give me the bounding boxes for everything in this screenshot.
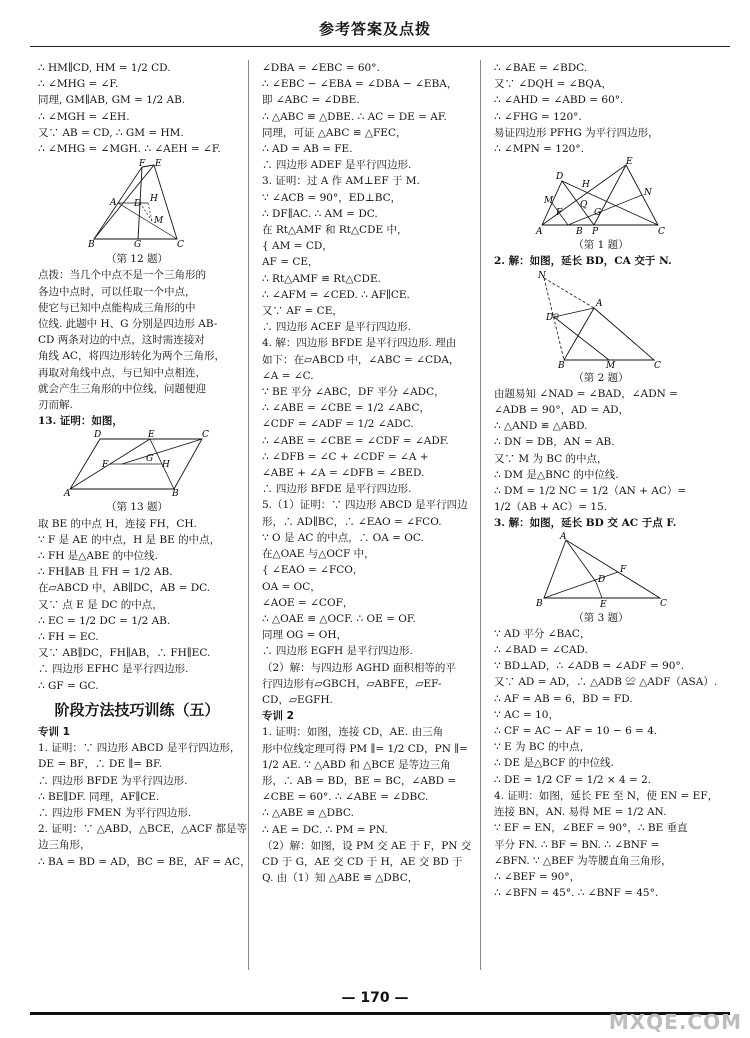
answer-line: ∴ 四边形 FMEN 为平行四边形. (38, 806, 192, 819)
svg-text:A: A (596, 298, 603, 309)
answer-line: ∴ △AND ≌ △ABD. (494, 420, 588, 433)
answer-line: 1/2（AB + AC）= 15. (494, 501, 608, 514)
answer-line: 行四边形有▱GBCH，▱ABFE，▱EF- (262, 677, 442, 690)
answer-line: ∵ O 是 AC 的中点，∴ OA = OC. (262, 531, 424, 544)
svg-text:G: G (594, 208, 602, 219)
answer-line: 边三角形， (38, 839, 91, 852)
answer-line: ∴ ∠AFM = ∠CED. ∴ AF∥CE. (262, 288, 410, 301)
answer-line: ∴ DM = 1/2 NC = 1/2（AN + AC）= (494, 485, 687, 498)
answer-line: 又∵ M 为 BC 的中点， (494, 452, 608, 465)
answer-line: ∠A = ∠C. (262, 369, 314, 382)
svg-text:D: D (556, 172, 564, 183)
figure-3 (536, 531, 667, 610)
answer-line: Q. 由（1）知 △ABE ≌ △DBC， (262, 872, 419, 885)
answer-line: ∠AOE = ∠COF， (262, 596, 354, 609)
answer-line: OA = OC， (262, 580, 321, 593)
question-2: 2. 解：如图，延长 BD，CA 交于 N. (494, 255, 672, 268)
answer-line: CD 于 G，AE 交 CD 于 H，AE 交 BD 于 (262, 855, 463, 868)
answer-line: ∵ BE 平分 ∠ABC，DF 平分 ∠ADC， (262, 386, 445, 399)
column-divider (248, 60, 249, 970)
svg-text:F: F (620, 564, 627, 575)
svg-text:A: A (560, 531, 567, 542)
svg-text:G: G (146, 454, 154, 465)
answer-line: ∴ ∠BEF = 90°， (494, 870, 581, 883)
answer-line: 1. 证明：∵ 四边形 ABCD 是平行四边形， (38, 742, 241, 755)
svg-text:B: B (576, 227, 583, 238)
header-rule (30, 46, 730, 47)
answer-line: 3. 证明：过 A 作 AM⊥EF 于 M. (262, 175, 420, 188)
answer-line: ∴ ∠AHD = ∠ABD = 60°. (494, 94, 624, 107)
figure-2 (536, 270, 666, 371)
svg-text:C: C (658, 227, 665, 238)
answer-line: ∴ BA = BD = AD，BC = BE，AF = AC， (38, 855, 251, 868)
answer-line: 同理, GM∥AB, GM = 1/2 AB. (38, 94, 186, 107)
answer-line: ∠DBA = ∠EBC = 60°. (262, 62, 380, 74)
answer-line: ∴ △ABC ≌ △DBE. ∴ AC = DE = AF. (262, 110, 447, 123)
column-2 (262, 60, 472, 886)
answer-line: ∵ AD 平分 ∠BAC， (494, 627, 591, 640)
answer-line: ∵ ∠ACB = 90°，ED⊥BC， (262, 191, 402, 204)
figure-caption: （第 1 题） (573, 239, 629, 252)
answer-line: 4. 解：四边形 BFDE 是平行四边形. 理由 (262, 337, 457, 350)
svg-text:E: E (148, 430, 155, 441)
answer-line: ∵ F 是 AE 的中点，H 是 BE 的中点， (38, 533, 221, 546)
answer-line: ∴ DE 是△BCF 的中位线. (494, 757, 614, 770)
svg-text:Q: Q (580, 200, 588, 211)
answer-line: ∴ ∠BAE = ∠BDC. (494, 62, 588, 74)
svg-text:B: B (558, 360, 565, 371)
figure-13 (62, 430, 212, 500)
answer-line: ∴ DM 是△BNC 的中位线. (494, 468, 619, 481)
svg-text:M: M (606, 360, 616, 371)
answer-line: ∴ ∠ABE = ∠CBE = ∠CDF = ∠ADF. (262, 434, 449, 447)
answer-line: ∵ EF = EN，∠BEF = 90°，∴ BE 垂直 (494, 822, 688, 835)
answer-line: ∴ 四边形 ACEF 是平行四边形. (262, 321, 411, 334)
answer-line: ∴ GF = GC. (38, 679, 99, 692)
answer-line: 在▱ABCD 中，AB∥DC，AB = DC. (38, 582, 211, 595)
column-3 (494, 60, 719, 901)
answer-line: ∴ ∠DFB = ∠C + ∠CDF = ∠A + (262, 450, 429, 463)
answer-line: 同理，可证 △ABC ≌ △FEC， (262, 126, 407, 139)
watermark: MXQE.COM (608, 1010, 742, 1034)
answer-line: ∴ △OAE ≌ △OCF. ∴ OE = OF. (262, 612, 416, 625)
svg-text:N: N (538, 270, 546, 281)
svg-text:A: A (110, 198, 117, 209)
answer-line: ∴ HM∥CD, HM = 1/2 CD. (38, 62, 171, 74)
answer-line: ∴ Rt△AMF ≌ Rt△CDE. (262, 272, 381, 285)
tip-line: 点拨：当几个中点不是一个三角形的 (38, 269, 206, 282)
answer-line: ∴ ∠BAD = ∠CAD. (494, 644, 588, 657)
svg-text:G: G (134, 240, 142, 251)
answer-line: 形，∴ AD∥BC，∴ ∠EAO = ∠FCO. (262, 515, 442, 528)
figure-caption: （第 13 题） (105, 501, 169, 514)
answer-line: 4. 证明：如图，延长 FE 至 N，使 EN = EF， (494, 789, 719, 802)
answer-line: 在△OAE 与△OCF 中， (262, 548, 375, 561)
svg-text:H: H (582, 180, 590, 191)
answer-line: ∵ E 为 BC 的中点， (494, 741, 591, 754)
figure-1 (536, 157, 666, 238)
answer-line: 5.（1）证明：∵ 四边形 ABCD 是平行四边 (262, 499, 468, 512)
answer-line: ∴ ∠ABE = ∠CBE = 1/2 ∠ABC， (262, 402, 430, 415)
answer-line: ∠CDF = ∠ADF = 1/2 ∠ADC. (262, 418, 414, 431)
tip-line: CD 两条对边的中点，这时需连接对 (38, 334, 205, 347)
column-divider (480, 60, 481, 970)
answer-line: ∴ 四边形 EGFH 是平行四边形. (262, 645, 413, 658)
answer-line: 又∵ AF = CE， (262, 305, 343, 318)
question-13: 13. 证明：如图， (38, 415, 123, 428)
answer-line: ∴ DE = 1/2 CF = 1/2 × 4 = 2. (494, 773, 652, 786)
svg-text:D: D (134, 199, 142, 210)
answer-line: 形中位线定理可得 PM ∥= 1/2 CD，PN ∥= (262, 742, 468, 755)
svg-text:N: N (644, 188, 652, 199)
svg-text:P: P (592, 227, 599, 238)
svg-text:A: A (536, 227, 543, 238)
answer-line: 又∵ ∠DQH = ∠BQA， (494, 78, 612, 91)
answer-line: 1/2 AE. ∵ △ABD 和 △BCE 是等边三角 (262, 758, 451, 771)
answer-line: 由题易知 ∠NAD = ∠BAD，∠ADN = (494, 387, 678, 400)
answer-line: （2）解：与四边形 AGHD 面积相等的平 (262, 661, 456, 674)
answer-line: ∠ADB = 90°，AD = AD， (494, 404, 630, 417)
svg-text:C: C (202, 430, 209, 441)
answer-line: ∴ FH∥AB 且 FH = 1/2 AB. (38, 566, 173, 579)
answer-line: CD，▱EGFH. (262, 693, 333, 706)
svg-text:B: B (536, 598, 543, 609)
svg-text:H: H (150, 194, 158, 205)
answer-line: 取 BE 的中点 H，连接 FH，CH. (38, 517, 197, 530)
svg-text:C: C (177, 240, 184, 251)
tip-line: 各边中点时，可以任取一个中点， (38, 285, 196, 298)
answer-line: ∴ EC = 1/2 DC = 1/2 AB. (38, 614, 171, 627)
svg-text:C: C (660, 598, 667, 609)
figure-12 (82, 159, 192, 249)
answer-line: ∴ CF = AC − AF = 10 − 6 = 4. (494, 725, 658, 738)
svg-text:F: F (139, 159, 146, 170)
answer-line: ∴ 四边形 BFDE 是平行四边形. (262, 483, 412, 496)
answer-line: ∴ ∠MHG = ∠F. (38, 78, 119, 91)
answer-line: 又∵ AB = CD, ∴ GM = HM. (38, 126, 184, 139)
answer-line: 易证四边形 PFHG 为平行四边形， (494, 126, 659, 139)
answer-line: AF = CE， (262, 256, 319, 269)
figure-caption: （第 3 题） (573, 611, 629, 624)
svg-text:M: M (544, 196, 554, 207)
answer-line: ∴ ∠MGH = ∠EH. (38, 110, 130, 123)
answer-line: ∴ ∠MPN = 120°. (494, 143, 584, 156)
answer-line: ∴ DN = DB，AN = AB. (494, 436, 615, 449)
tip-line: 角线 AC，将四边形转化为两个三角形， (38, 350, 225, 363)
answer-line: 形，∴ AB = BD，BE = BC，∠ABD = (262, 774, 457, 787)
section-title: 阶段方法技巧训练（五） (54, 700, 220, 719)
column-1 (38, 60, 251, 870)
svg-text:B: B (88, 240, 95, 251)
answer-line: 同理 OG = OH， (262, 629, 348, 642)
answer-line: 1. 证明：如图，连接 CD，AE. 由三角 (262, 726, 444, 739)
tip-line: 刃而解. (38, 399, 73, 412)
svg-text:D: D (546, 312, 554, 323)
answer-line: ∴ 四边形 EFHC 是平行四边形. (38, 663, 189, 676)
answer-line: ∠BFN. ∵ △BEF 为等腰直角三角形， (494, 854, 672, 867)
answer-line: ∴ ∠MHG = ∠MGH. ∴ ∠AEH = ∠F. (38, 143, 221, 156)
answer-line: 又∵ AB∥DC，FH∥AB，∴ FH∥EC. (38, 647, 211, 660)
subsection-title: 专训 2 (262, 710, 294, 723)
answer-line: ∴ ∠BFN = 45°. ∴ ∠BNF = 45°. (494, 887, 659, 900)
answer-line: { ∠EAO = ∠FCO， (262, 564, 364, 577)
answer-line: 在 Rt△AMF 和 Rt△CDE 中， (262, 224, 408, 237)
figure-caption: （第 2 题） (573, 371, 629, 384)
answer-line: 2. 证明：∵ △ABD，△BCE，△ACF 都是等 (38, 823, 247, 836)
answer-line: ∴ AD = AB = FE. (262, 143, 353, 156)
svg-text:A: A (64, 489, 71, 500)
answer-line: ∴ ∠FHG = 120°. (494, 110, 582, 123)
answer-line: 如下：在▱ABCD 中，∠ABC = ∠CDA， (262, 353, 460, 366)
answer-line: ∴ △ABE ≌ △DBC. (262, 807, 354, 820)
answer-line: ∴ AF = AB = 6，BD = FD. (494, 692, 633, 705)
svg-text:C: C (654, 360, 661, 371)
answer-line: 又∵ AD = AD，∴ △ADB ≌ △ADF（ASA）. (494, 676, 718, 689)
answer-line: ∴ FH = EC. (38, 631, 99, 644)
svg-text:H: H (162, 460, 170, 471)
svg-text:D: D (598, 574, 606, 585)
answer-line: ∠CBE = 60°. ∴ ∠ABE = ∠DBC. (262, 791, 429, 804)
answer-line: 连接 BN，AN. 易得 ME = 1/2 AN. (494, 806, 667, 819)
svg-text:E: E (600, 599, 607, 610)
svg-text:M: M (154, 216, 164, 227)
svg-text:B: B (172, 489, 179, 500)
svg-text:F: F (556, 208, 563, 219)
answer-line: DE = BF，∴ DE ∥= BF. (38, 758, 163, 771)
figure-caption: （第 12 题） (105, 253, 169, 266)
answer-line: ∵ AC = 10， (494, 708, 559, 721)
tip-line: 再取对角线中点，与已知中点相连， (38, 366, 206, 379)
answer-line: ∴ AE = DC. ∴ PM = PN. (262, 823, 388, 836)
question-3: 3. 解：如图，延长 BD 交 AC 于点 F. (494, 517, 677, 530)
answer-line: ∴ DF∥AC. ∴ AM = DC. (262, 207, 378, 220)
answer-line: 即 ∠ABC = ∠DBE. (262, 94, 360, 107)
svg-text:E: E (626, 157, 633, 168)
page-header: 参考答案及点拨 (318, 20, 431, 38)
answer-line: 又∵ 点 E 是 DC 的中点， (38, 598, 163, 611)
answer-line: ∵ BD⊥AD，∴ ∠ADB = ∠ADF = 90°. (494, 660, 685, 673)
answer-line: （2）解：如图，设 PM 交 AE 于 F，PN 交 (262, 839, 472, 852)
answer-line: ∴ FH 是△ABE 的中位线. (38, 550, 159, 563)
answer-line: ∴ BE∥DF. 同理，AF∥CE. (38, 790, 160, 803)
tip-line: 使它与已知中点能构成三角形的中 (38, 301, 196, 314)
subsection-title: 专训 1 (38, 725, 70, 738)
answer-line: ∠ABE + ∠A = ∠DFB = ∠BED. (262, 467, 425, 480)
tip-line: 就会产生三角形的中位线，问题便迎 (38, 382, 206, 395)
svg-text:D: D (94, 430, 102, 441)
answer-line: 平分 FN. ∴ BF = BN. ∴ ∠BNF = (494, 838, 660, 851)
answer-line: ∴ 四边形 BFDE 为平行四边形. (38, 774, 188, 787)
answer-line: { AM = CD， (262, 240, 333, 253)
svg-text:F: F (102, 460, 109, 471)
answer-line: ∴ ∠EBC − ∠EBA = ∠DBA − ∠EBA， (262, 78, 458, 91)
svg-text:E: E (155, 159, 162, 170)
page-number: — 170 — (341, 990, 409, 1006)
tip-line: 位线. 此题中 H、G 分别是四边形 AB- (38, 318, 218, 331)
answer-line: ∴ 四边形 ADEF 是平行四边形. (262, 159, 412, 172)
